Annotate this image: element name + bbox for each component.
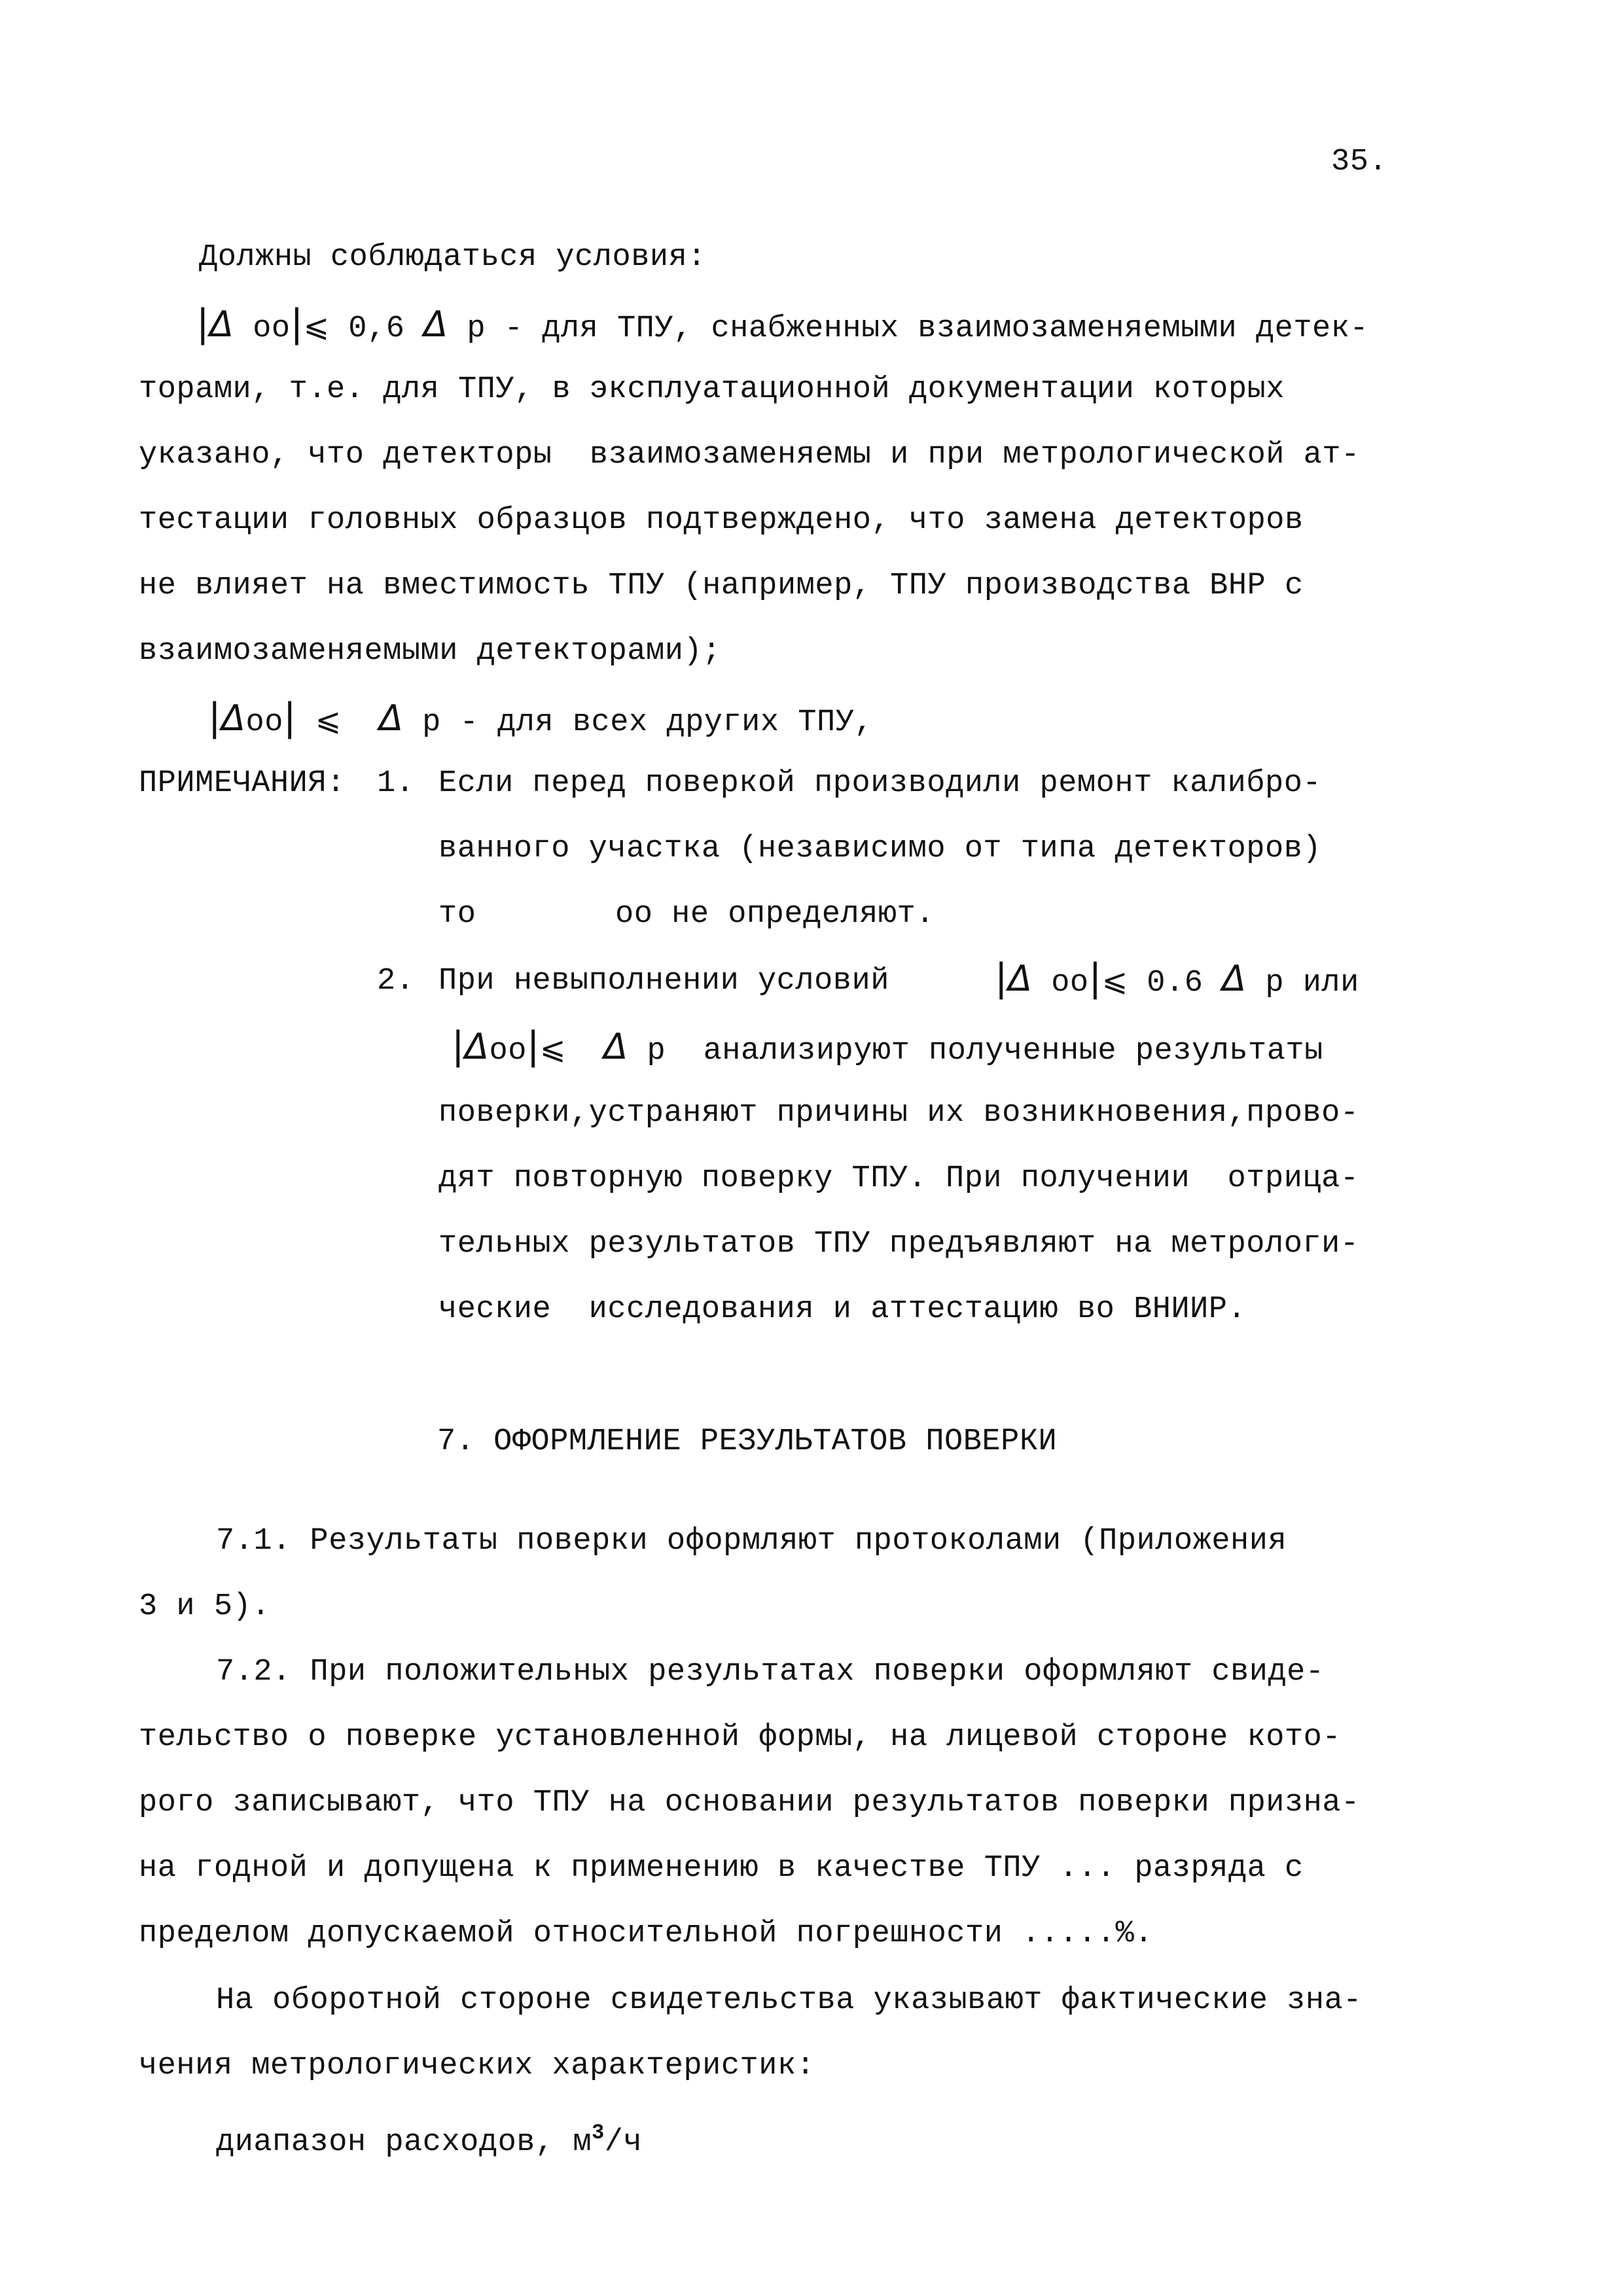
note-2-line: дят повторную поверку ТПУ. При получении отрица- [438,1161,1359,1196]
paragraph-7-2-line: на годной и допущена к применению в качестве ТПУ ... разряда с [139,1851,1304,1886]
note-1-line: Если перед поверкой производили ремонт калибро- [438,766,1322,801]
condition-1-line: указано, что детекторы взаимозаменяемы и при метрологической ат- [139,438,1360,472]
note-1-number: 1. [377,766,415,801]
condition-1-line: не влияет на вместимость ТПУ (например, ТПУ производства ВНР с [139,569,1304,603]
paragraph-7-2-line: рого записывают, что ТПУ на основании результатов поверки призна- [139,1786,1360,1820]
condition-2-formula: |Δоо| ⩽ Δ р - для всех других ТПУ, [208,695,874,740]
condition-1-line: торами, т.е. для ТПУ, в эксплуатационной документации которых [139,372,1285,407]
paragraph-7-2-line: пределом допускаемой относительной погрешности .....%. [139,1916,1154,1951]
paragraph-7-2: 7.2. При положительных результатах поверки оформляют свиде- [216,1655,1325,1689]
flow-range-label: диапазон расходов, $м^3/ч$ [216,2121,643,2160]
back-side-paragraph-line: чения метрологических характеристик: [139,2049,815,2083]
back-side-paragraph: На оборотной стороне свидетельства указывают фактические зна- [216,1983,1362,2018]
note-2-number: 2. [377,964,415,998]
paragraph-7-1: 7.1. Результаты поверки оформляют протоколами (Приложения [216,1524,1287,1559]
condition-1-formula: |Δ оо|⩽ 0,6 Δ р - для ТПУ, снабженных взаимозаменяемыми детек- [196,301,1369,346]
condition-1-line: тестации головных образцов подтверждено, что замена детекторов [139,503,1304,538]
conditions-intro: Должны соблюдаться условия: [199,240,707,275]
notes-label: ПРИМЕЧАНИЯ: [139,766,346,801]
paragraph-7-2-line: тельство о поверке установленной формы, на лицевой стороне кото- [139,1720,1342,1755]
note-2-line: тельных результатов ТПУ предъявляют на метрологи- [438,1227,1359,1262]
note-2-line: ческие исследования и аттестацию во ВНИИР. [438,1292,1247,1327]
note-2-formula-2: |Δоо|⩽ Δ р анализируют полученные результаты [452,1023,1323,1069]
note-1-line-b: оо не определяют. [615,897,935,932]
note-2-formula: |Δ оо|⩽ 0.6 Δ р или [995,955,1359,1000]
paragraph-7-1-cont: 3 и 5). [139,1589,270,1624]
condition-1-line: взаимозаменяемыми детекторами); [139,634,721,669]
note-2-line-a: При невыполнении условий [438,964,889,998]
section-heading: 7. ОФОРМЛЕНИЕ РЕЗУЛЬТАТОВ ПОВЕРКИ [437,1424,1058,1459]
note-1-line: ванного участка (независимо от типа детекторов) [438,832,1322,866]
note-1-line-a: то [438,897,476,932]
page-number: 35. [1331,145,1388,179]
note-2-line: поверки,устраняют причины их возникновения,прово- [438,1096,1359,1131]
